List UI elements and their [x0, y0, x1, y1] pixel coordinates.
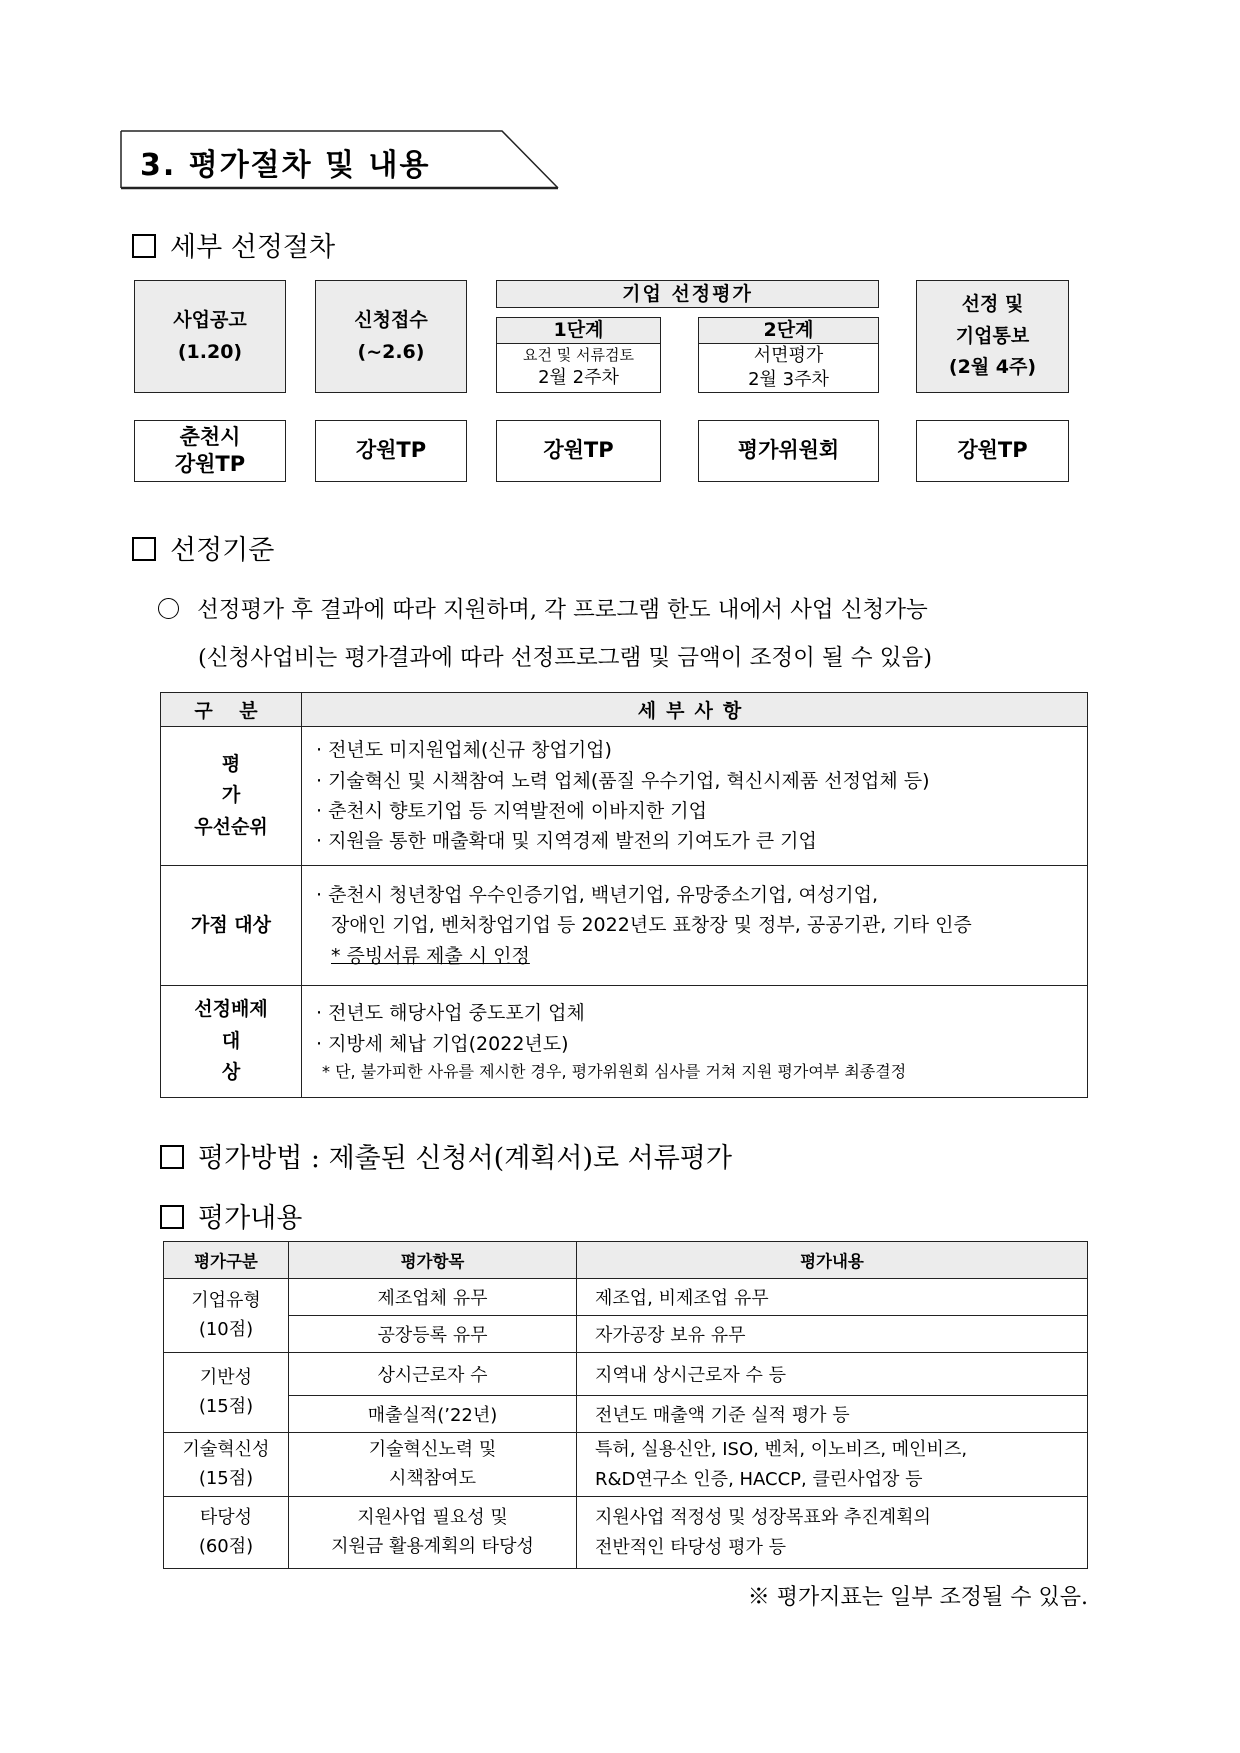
flow-stage1-header: 1단계: [496, 317, 661, 344]
item-cell: 상시근로자 수: [289, 1353, 577, 1396]
flow-step-announcement: 사업공고 (1.20): [134, 280, 286, 393]
heading-detail-procedure: 세부 선정절차: [132, 225, 335, 264]
table-row: [164, 1396, 1088, 1433]
flow-stage2-body: 서면평가 2월 3주차: [698, 343, 879, 393]
evaluation-table: [163, 1241, 1088, 1569]
flow-eval-header: 기업 선정평가: [496, 280, 879, 308]
row-details-exclusion: · 전년도 해당사업 중도포기 업체 · 지방세 체납 기업(2022년도) * 단, 불가피한 사유를 제시한 경우, 평가위원회 심사를 거쳐 지원 평가여부 최종결정: [302, 986, 1088, 1098]
flow-step-notification: 선정 및 기업통보 (2월 4주): [916, 280, 1069, 393]
table-row: [164, 1497, 1088, 1569]
table-row: [164, 1279, 1088, 1316]
table-row: [161, 727, 1088, 866]
table-header-details: 세부사항: [302, 693, 1088, 727]
table-header-row: [161, 693, 1088, 727]
org-announcement: 춘천시 강원TP: [134, 420, 286, 482]
checkbox-square-icon: [160, 1145, 184, 1169]
flow-stage2-header: 2단계: [698, 317, 879, 344]
row-label-bonus: 가점 대상: [161, 866, 302, 986]
table-header-item: 평가항목: [289, 1242, 577, 1279]
table-header-row: [164, 1242, 1088, 1279]
content-cell: 특허, 실용신안, ISO, 벤처, 이노비즈, 메인비즈, R&D연구소 인증, HACCP, 클린사업장 등: [577, 1433, 1088, 1497]
table-header-category: 구 분: [161, 693, 302, 727]
row-label-exclusion: 선정배제 대 상: [161, 986, 302, 1098]
content-cell: 지원사업 적정성 및 성장목표와 추진계획의 전반적인 타당성 평가 등: [577, 1497, 1088, 1569]
section-title: 3. 평가절차 및 내용: [140, 148, 431, 183]
flow-step-application: 신청접수 (~2.6): [315, 280, 467, 393]
checkbox-square-icon: [132, 537, 156, 561]
table-row: [164, 1316, 1088, 1353]
heading-evaluation-method: 평가방법 : 제출된 신청서(계획서)로 서류평가: [160, 1136, 732, 1175]
content-cell: 자가공장 보유 유무: [577, 1316, 1088, 1353]
item-cell: 기술혁신노력 및 시책참여도: [289, 1433, 577, 1497]
table-header-category: 평가구분: [164, 1242, 289, 1279]
row-label-priority: 평 가 우선순위: [161, 727, 302, 866]
org-stage2: 평가위원회: [698, 420, 879, 482]
table-row: [164, 1353, 1088, 1396]
group-cell: 기술혁신성 (15점): [164, 1433, 289, 1497]
checkbox-square-icon: [160, 1205, 184, 1229]
row-details-priority: · 전년도 미지원업체(신규 창업기업) · 기술혁신 및 시책참여 노력 업체(품질 우수기업, 혁신시제품 선정업체 등) · 춘천시 향토기업 등 지역발전에 이바지한 기업 · 지원을 통한 매출확대 및 지역경제 발전의 기여도가 큰 기업: [302, 727, 1088, 866]
item-cell: 매출실적(’22년): [289, 1396, 577, 1433]
org-stage1: 강원TP: [496, 420, 661, 482]
item-cell: 공장등록 유무: [289, 1316, 577, 1353]
table-row: [161, 986, 1088, 1098]
heading-evaluation-content: 평가내용: [160, 1196, 302, 1235]
section-title-tab: [120, 130, 560, 192]
checkbox-square-icon: [132, 234, 156, 258]
group-cell: 타당성 (60점): [164, 1497, 289, 1569]
content-cell: 제조업, 비제조업 유무: [577, 1279, 1088, 1316]
table-header-content: 평가내용: [577, 1242, 1088, 1279]
group-cell: 기반성 (15점): [164, 1353, 289, 1433]
flow-stage1-body: 요건 및 서류검토 2월 2주차: [496, 343, 661, 393]
circle-bullet-icon: [158, 598, 179, 619]
item-cell: 지원사업 필요성 및 지원금 활용계획의 타당성: [289, 1497, 577, 1569]
criteria-paragraph-1: 선정평가 후 결과에 따라 지원하며, 각 프로그램 한도 내에서 사업 신청가능: [158, 592, 928, 624]
row-details-bonus: · 춘천시 청년창업 우수인증기업, 백년기업, 유망중소기업, 여성기업, 장애인 기업, 벤처창업기업 등 2022년도 표창장 및 정부, 공공기관, 기타 인증 * 증빙서류 제출 시 인정: [302, 866, 1088, 986]
table-row: [161, 866, 1088, 986]
heading-selection-criteria: 선정기준: [132, 528, 274, 567]
criteria-paragraph-2: (신청사업비는 평가결과에 따라 선정프로그램 및 금액이 조정이 될 수 있음): [198, 645, 932, 671]
table-row: [164, 1433, 1088, 1497]
group-cell: 기업유형 (10점): [164, 1279, 289, 1353]
org-notification: 강원TP: [916, 420, 1069, 482]
criteria-table: [160, 692, 1088, 1098]
org-application: 강원TP: [315, 420, 467, 482]
footnote: ※ 평가지표는 일부 조정될 수 있음.: [747, 1585, 1088, 1610]
item-cell: 제조업체 유무: [289, 1279, 577, 1316]
content-cell: 지역내 상시근로자 수 등: [577, 1353, 1088, 1396]
content-cell: 전년도 매출액 기준 실적 평가 등: [577, 1396, 1088, 1433]
